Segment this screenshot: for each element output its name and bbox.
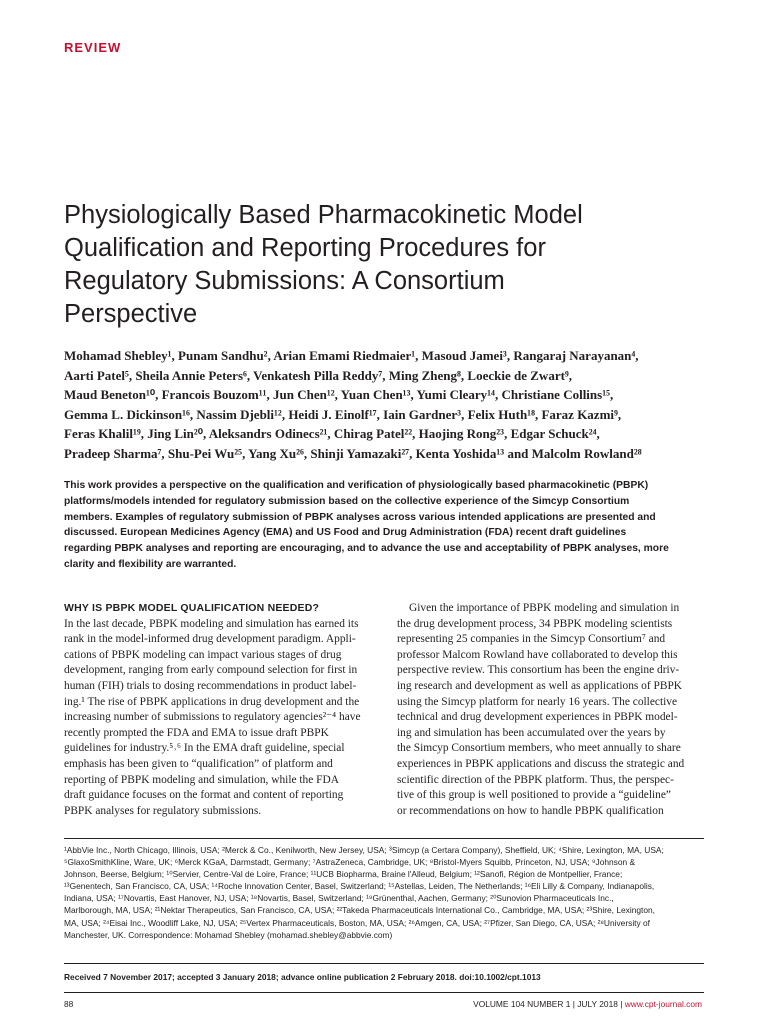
article-title — [64, 199, 724, 331]
author-line: Mohamad Shebley¹, Punam Sandhu², Arian Emami Riedmaier¹, Masoud Jamei³, Rangaraj Narayanan⁴, — [64, 348, 639, 363]
received-dates: Received 7 November 2017; accepted 3 January 2018; advance online publication 2 February 2018. doi:10.1002/cpt.1013 — [64, 972, 541, 982]
body-line: emphasis has been given to “qualification” of platform and — [64, 757, 333, 770]
body-line: Given the importance of PBPK modeling and simulation in — [409, 602, 680, 614]
body-line: perspective review. This consortium has been the engine driv- — [397, 664, 680, 677]
body-line: ing and simulation has been accumulated over the years by — [397, 726, 666, 739]
body-line: or recommendations on how to handle PBPK qualification — [397, 804, 664, 817]
abstract-line: regarding PBPK analyses and reporting are encouraging, and to advance the use and acceptability of PBPK analyses, more — [64, 543, 669, 555]
body-line: the drug development process, 34 PBPK modeling scientists — [397, 617, 673, 630]
journal-issue: VOLUME 104 NUMBER 1 | JULY 2018 | — [473, 999, 625, 1009]
journal-website-link[interactable]: www.cpt-journal.com — [624, 999, 702, 1009]
body-line: guidelines for industry.⁵˒⁶ In the EMA draft guideline, special — [64, 742, 345, 755]
author-line: Pradeep Sharma⁷, Shu-Pei Wu²⁵, Yang Xu²⁶, Shinji Yamazaki²⁷, Kenta Yoshida¹³ and Malcolm Rowland²⁸ — [64, 445, 642, 461]
affiliation-line: Johnson, Beerse, Belgium; ¹⁰Servier, Centre-Val de Loire, France; ¹¹UCB Biopharma, Braine l'Alleud, Belgium; ¹²Sanofi, Région de Montpellier, France; — [64, 869, 623, 880]
body-line: experiences in PBPK applications and discuss the strategic and — [397, 757, 685, 770]
affiliation-line: Indiana, USA; ¹⁷Novartis, East Hanover, NJ, USA; ¹⁸Novartis, Basel, Switzerland; ¹⁹Grünenthal, Aachen, Germany; ²⁰Sunovion Pharmaceuticals Inc., — [64, 893, 614, 904]
title-line: Physiologically Based Pharmacokinetic Model — [64, 201, 583, 229]
page-number: 88 — [64, 999, 74, 1009]
title-line: Regulatory Submissions: A Consortium — [64, 267, 505, 295]
body-line: using the Simcyp platform for nearly 16 years. The collective — [397, 695, 678, 708]
abstract-line: platforms/models intended for regulatory submission based on the collective experience of the Simcyp Consortium — [64, 495, 630, 507]
abstract-line: clarity and flexibility are warranted. — [64, 558, 237, 570]
body-line: professor Malcom Rowland have collaborated to develop this — [397, 648, 678, 661]
footer-divider — [64, 992, 704, 993]
body-line: reporting of PBPK modeling and simulation, while the FDA — [64, 773, 339, 786]
author-line: Feras Khalil¹⁹, Jing Lin²⁰, Aleksandrs Odinecs²¹, Chirag Patel²², Haojing Rong²³, Edgar Schuck²⁴, — [64, 426, 600, 441]
title-line: Perspective — [64, 300, 198, 328]
journal-info — [473, 999, 702, 1009]
abstract-line: discussed. European Medicines Agency (EMA) and US Food and Drug Administration (FDA) recent draft guidelines — [64, 527, 627, 539]
author-line: Aarti Patel⁵, Sheila Annie Peters⁶, Venkatesh Pilla Reddy⁷, Ming Zheng⁸, Loeckie de Zwart⁹, — [64, 367, 573, 383]
body-line: development, ranging from early compound selection for first in — [64, 664, 358, 677]
body-line: ing research and development as well as applications of PBPK — [397, 679, 683, 692]
affiliations — [64, 844, 709, 941]
body-line: representing 25 companies in the Simcyp Consortium⁷ and — [397, 633, 666, 646]
body-line: the Simcyp Consortium members, who meet annually to share — [397, 742, 681, 755]
body-line: cations of PBPK modeling can impact various stages of drug — [64, 648, 342, 661]
body-line: tive of this group is well positioned to provide a “guideline” — [397, 789, 671, 802]
body-line: rank in the model-informed drug development paradigm. Appli- — [64, 633, 356, 646]
author-line: Maud Beneton¹⁰, Francois Bouzom¹¹, Jun Chen¹², Yuan Chen¹³, Yumi Cleary¹⁴, Christiane Collins¹⁵, — [64, 387, 614, 402]
body-line: PBPK analyses for regulatory submissions. — [64, 804, 262, 817]
title-line: Qualification and Reporting Procedures for — [64, 234, 546, 262]
affiliation-line: ¹AbbVie Inc., North Chicago, Illinois, USA; ²Merck & Co., Kenilworth, New Jersey, USA; ³Simcyp (a Certara Company), Sheffield, UK; ⁴Shire, Lexington, MA, USA; — [64, 845, 664, 855]
body-line: technical and drug development experiences in PBPK model- — [397, 711, 678, 724]
affiliation-line: MA, USA; ²⁴Eisai Inc., Woodliff Lake, NJ, USA; ²⁵Vertex Pharmaceuticals, Boston, MA, USA; ²⁶Amgen, CA, USA; ²⁷Pfizer, San Diego, CA, USA; ²⁸University of — [64, 917, 651, 928]
body-column-right — [397, 601, 715, 819]
body-line: human (FIH) trials to dosing recommendations in product label- — [64, 679, 357, 692]
author-list — [64, 346, 724, 463]
received-divider — [64, 963, 704, 964]
body-line: ing.¹ The rise of PBPK applications in drug development and the — [64, 695, 360, 708]
body-line: increasing number of submissions to regulatory agencies²⁻⁴ have — [64, 711, 361, 724]
body-line: recently prompted the FDA and EMA to issue draft PBPK — [64, 726, 329, 739]
body-column-left — [64, 601, 382, 819]
affiliation-line: Manchester, UK. Correspondence: Mohamad Shebley (mohamad.shebley@abbvie.com) — [64, 929, 393, 940]
section-heading: WHY IS PBPK MODEL QUALIFICATION NEEDED? — [64, 602, 320, 614]
affiliation-line: ¹³Genentech, San Francisco, CA, USA; ¹⁴Roche Innovation Center, Basel, Switzerland; ¹⁵Astellas, Leiden, The Netherlands; ¹⁶Eli Lilly & Company, Indianapolis, — [64, 881, 655, 892]
section-label: REVIEW — [64, 40, 122, 55]
author-line: Gemma L. Dickinson¹⁶, Nassim Djebli¹², Heidi J. Einolf¹⁷, Iain Gardner³, Felix Huth¹⁸, Faraz Kazmi⁹, — [64, 406, 622, 422]
body-line: scientific direction of the PBPK platform. Thus, the perspec- — [397, 773, 674, 786]
abstract — [64, 478, 714, 573]
body-line: draft guidance focuses on the format and content of reporting — [64, 789, 344, 802]
affiliation-line: ⁵GlaxoSmithKline, Ware, UK; ⁶Merck KGaA, Darmstadt, Germany; ⁷AstraZeneca, Cambridge, UK; ⁸Bristol-Myers Squibb, Princeton, NJ, USA; ⁹Johnson & — [64, 857, 636, 868]
affiliation-line: Marlborough, MA, USA; ²¹Nektar Therapeutics, San Francisco, CA, USA; ²²Takeda Pharmaceuticals International Co., Cambridge, MA, USA; ²³Shire, Lexington, — [64, 905, 655, 916]
abstract-line: This work provides a perspective on the qualification and verification of physiologically based pharmacokinetic (PBPK) — [64, 480, 649, 491]
affiliation-divider — [64, 838, 704, 839]
body-line: In the last decade, PBPK modeling and simulation has earned its — [64, 617, 359, 630]
abstract-line: members. Examples of regulatory submission of PBPK analyses across various intended applications are presented and — [64, 511, 656, 523]
